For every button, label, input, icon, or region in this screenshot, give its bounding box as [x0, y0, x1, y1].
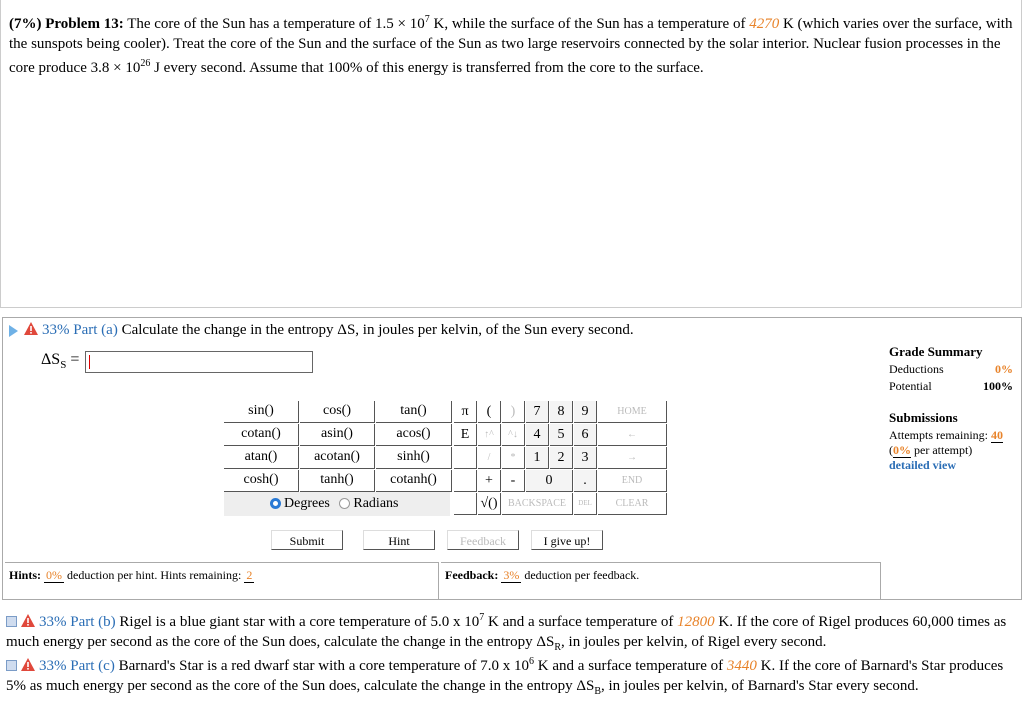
del-button[interactable]: DEL — [574, 493, 597, 515]
cosh-button[interactable]: cosh() — [224, 470, 299, 492]
blank-key-2 — [454, 470, 477, 492]
tanh-button[interactable]: tanh() — [300, 470, 375, 492]
part-c-label: Part (c) — [70, 658, 115, 674]
part-b-text-c: K. If the core of Rigel produces 60,000 times as much energy per second as the core of the Sun does, calculate the change in the entropy ΔS — [6, 614, 1007, 650]
blank-key-3 — [454, 493, 477, 515]
potential-value: 100% — [983, 379, 1013, 393]
right-arrow-button[interactable]: → — [598, 447, 667, 469]
warning-icon — [24, 322, 38, 335]
part-c-percent: 33% — [39, 658, 67, 674]
feedback-pct: 3% — [503, 568, 520, 582]
part-a-label: Part (a) — [73, 322, 118, 338]
deductions-value: 0% — [995, 362, 1013, 376]
part-a-percent: 33% — [42, 322, 70, 338]
answer-eq: = — [66, 351, 80, 368]
digit-2-button[interactable]: 2 — [550, 447, 573, 469]
problem-text-d: J every second. Assume that 100% of this energy is transferred from the core to the surface. — [150, 60, 704, 76]
part-c — [6, 652, 1018, 702]
answer-input[interactable] — [85, 351, 313, 373]
pi-button[interactable]: π — [454, 401, 477, 423]
hints-remaining: 2 — [246, 568, 253, 582]
attempts-label: Attempts remaining: — [889, 428, 988, 442]
sin-button[interactable]: sin() — [224, 401, 299, 423]
part-b-temp: 12800 — [677, 614, 715, 630]
lparen-button[interactable]: ( — [478, 401, 501, 423]
clear-button[interactable]: CLEAR — [598, 493, 667, 515]
blank-key — [454, 447, 477, 469]
collapse-icon[interactable] — [6, 660, 17, 671]
problem-panel — [0, 0, 1022, 308]
function-keypad — [224, 401, 450, 516]
feedback-panel — [441, 562, 881, 600]
digit-6-button[interactable]: 6 — [574, 424, 597, 446]
minus-button[interactable]: - — [502, 470, 525, 492]
radians-radio[interactable] — [339, 498, 350, 509]
problem-exp-b: 26 — [140, 58, 151, 69]
digit-3-button[interactable]: 3 — [574, 447, 597, 469]
asin-button[interactable]: asin() — [300, 424, 375, 446]
multiply-button[interactable]: * — [502, 447, 525, 469]
left-arrow-button[interactable]: ← — [598, 424, 667, 446]
problem-text-b: K, while the surface of the Sun has a temperature of — [429, 16, 750, 32]
acotan-button[interactable]: acotan() — [300, 447, 375, 469]
part-c-sub: B — [594, 686, 602, 697]
part-b-exp: 7 — [479, 612, 485, 623]
part-c-text-c: K. If the core of Barnard's Star produces 5% as much energy per second as the core of the Sun does, calculate the change in the entropy ΔS — [6, 658, 1004, 694]
surface-temp: 4270 — [749, 16, 780, 32]
expand-triangle-icon[interactable] — [9, 325, 18, 337]
attempts-value: 40 — [990, 428, 1003, 442]
up-arrow-button[interactable]: ↑^ — [478, 424, 501, 446]
part-b — [6, 608, 1018, 658]
answer-sub: S — [60, 359, 67, 372]
grade-summary-title: Grade Summary — [889, 344, 983, 359]
digit-5-button[interactable]: 5 — [550, 424, 573, 446]
problem-statement — [9, 10, 1017, 78]
down-arrow-button[interactable]: ^↓ — [502, 424, 525, 446]
rparen-button[interactable]: ) — [502, 401, 525, 423]
backspace-button[interactable]: BACKSPACE — [502, 493, 573, 515]
digit-9-button[interactable]: 9 — [574, 401, 597, 423]
cos-button[interactable]: cos() — [300, 401, 375, 423]
part-a-panel — [2, 317, 1022, 600]
feedback-label: Feedback: — [445, 568, 499, 582]
digit-0-button[interactable]: 0 — [526, 470, 573, 492]
hints-pct: 0% — [46, 568, 63, 582]
submissions-title: Submissions — [889, 410, 958, 425]
detailed-view-link[interactable]: detailed view — [889, 458, 956, 472]
part-b-label: Part (b) — [70, 614, 116, 630]
problem-label: Problem 13: — [45, 16, 124, 32]
tan-button[interactable]: tan() — [376, 401, 452, 423]
give-up-button[interactable]: I give up! — [531, 530, 603, 550]
cotanh-button[interactable]: cotanh() — [376, 470, 452, 492]
home-button[interactable]: HOME — [598, 401, 667, 423]
plus-button[interactable]: + — [478, 470, 501, 492]
digit-4-button[interactable]: 4 — [526, 424, 549, 446]
sqrt-button[interactable]: √() — [478, 493, 501, 515]
acos-button[interactable]: acos() — [376, 424, 452, 446]
digit-1-button[interactable]: 1 — [526, 447, 549, 469]
feedback-button[interactable]: Feedback — [447, 530, 519, 550]
potential-label: Potential — [889, 379, 932, 393]
text-caret — [89, 355, 90, 369]
part-a-header — [9, 322, 634, 339]
part-c-text-a: Barnard's Star is a red dwarf star with a core temperature of 7.0 x 10 — [118, 658, 530, 674]
part-b-sub: R — [554, 642, 562, 653]
cotan-button[interactable]: cotan() — [224, 424, 299, 446]
part-a-question: Calculate the change in the entropy ΔS, in joules per kelvin, of the Sun every second. — [121, 322, 634, 338]
problem-text-a: The core of the Sun has a temperature of 1.5 × 10 — [127, 16, 425, 32]
problem-text-c: K (which varies over the surface, with the sunspots being cooler). Treat the core of the Sun and the surface of the Sun as two large reservoirs connected by the solar interior. Nuclear fusion processes in the core produce 3.8 × 10 — [9, 16, 1013, 76]
part-c-text-b: K and a surface temperature of — [534, 658, 727, 674]
numeric-keypad — [454, 401, 667, 515]
radians-label: Radians — [353, 496, 399, 511]
part-b-text-b: K and a surface temperature of — [484, 614, 678, 630]
per-attempt-label: per attempt) — [911, 443, 973, 457]
warning-icon — [21, 658, 35, 671]
per-attempt-pct: 0% — [893, 443, 911, 457]
decimal-button[interactable]: . — [574, 470, 597, 492]
answer-label — [41, 351, 79, 371]
degrees-radio[interactable] — [270, 498, 281, 509]
feedback-text: deduction per feedback. — [521, 568, 640, 582]
problem-weight: (7%) — [9, 16, 42, 32]
part-c-temp: 3440 — [726, 658, 757, 674]
e-button[interactable]: E — [454, 424, 477, 446]
grade-summary: Grade Summary Deductions 0% Potential 100% Submissions Attempts remaining: 40 (0% per attempt) detailed view — [889, 344, 1013, 472]
part-c-exp: 6 — [529, 656, 535, 667]
warning-icon — [21, 614, 35, 627]
answer-delta-s: ΔS — [41, 351, 61, 368]
part-c-text-d: , in joules per kelvin, of Barnard's Star every second. — [601, 678, 919, 694]
submit-button[interactable]: Submit — [271, 530, 343, 550]
angle-mode — [224, 492, 450, 516]
hints-panel — [5, 562, 439, 600]
degrees-label: Degrees — [284, 496, 330, 511]
atan-button[interactable]: atan() — [224, 447, 299, 469]
part-b-percent: 33% — [39, 614, 67, 630]
collapse-icon[interactable] — [6, 616, 17, 627]
part-b-text-a: Rigel is a blue giant star with a core temperature of 5.0 x 10 — [119, 614, 480, 630]
sinh-button[interactable]: sinh() — [376, 447, 452, 469]
part-b-text-d: , in joules per kelvin, of Rigel every second. — [561, 634, 827, 650]
hints-text: deduction per hint. Hints remaining: — [64, 568, 245, 582]
hint-button[interactable]: Hint — [363, 530, 435, 550]
end-button[interactable]: END — [598, 470, 667, 492]
problem-exp-a: 7 — [424, 14, 430, 25]
deductions-label: Deductions — [889, 362, 944, 376]
digit-7-button[interactable]: 7 — [526, 401, 549, 423]
digit-8-button[interactable]: 8 — [550, 401, 573, 423]
divide-button[interactable]: / — [478, 447, 501, 469]
hints-label: Hints: — [9, 568, 42, 582]
